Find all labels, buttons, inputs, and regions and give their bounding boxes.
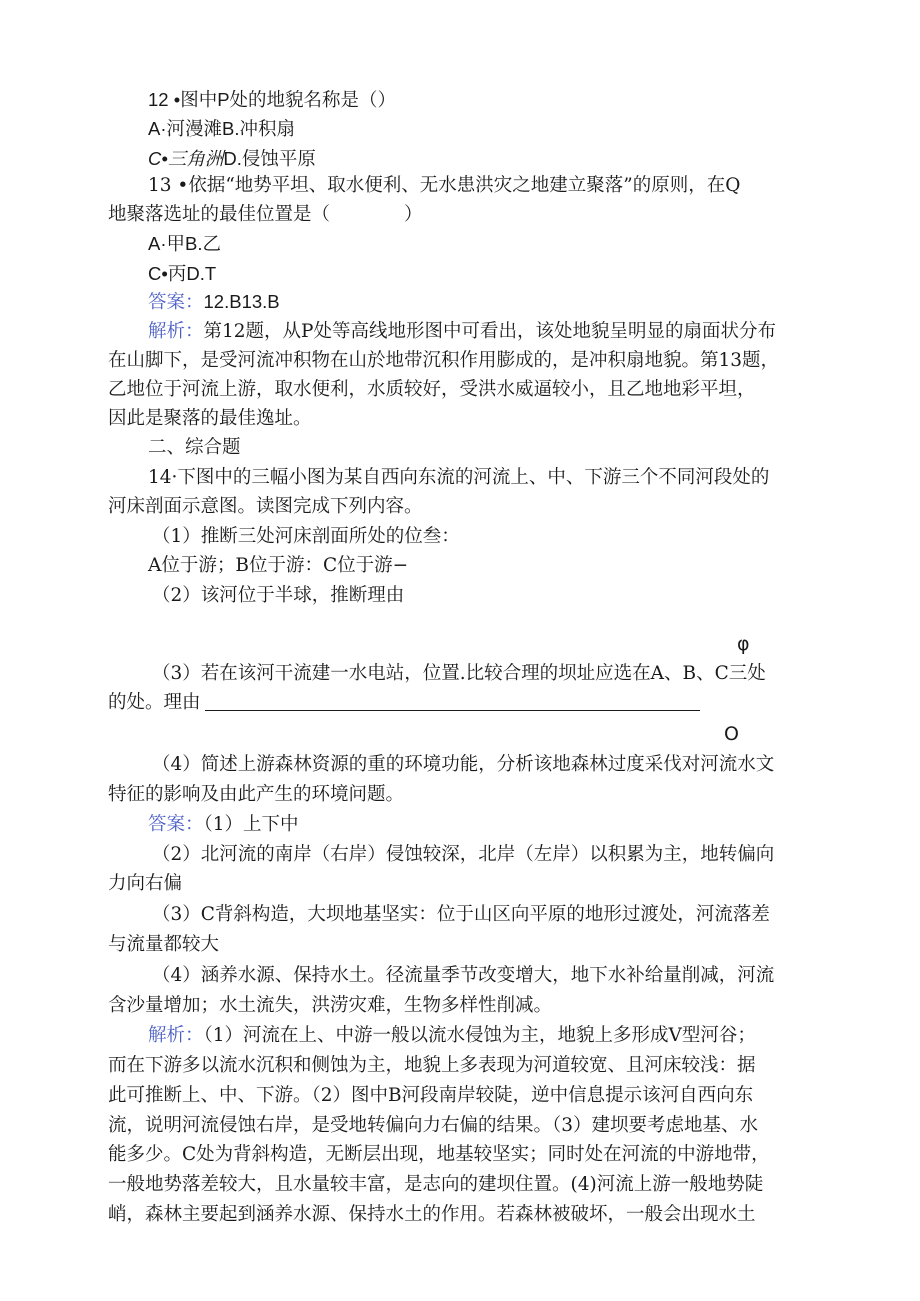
analysis-14-line4: 流，说明河流侵蚀右岸，是受地转偏向力右偏的结果。（3）建坝要考虑地基、水 [108, 1115, 759, 1136]
answer-blank-line [205, 710, 700, 711]
q13-options-ab: A·甲B.乙 [148, 233, 221, 254]
answer-label: 答案： [148, 292, 204, 313]
q14-part1-fill: A位于游；B位于游：C位于游− [148, 555, 409, 576]
answer-12-13 [148, 290, 280, 315]
phi-symbol: φ [737, 633, 750, 655]
answer-value: 12.B13.B [203, 291, 280, 312]
analysis-14-line5: 能多少。C处为背斜构造，无断层出现，地基较坚实；同时处在河流的中游地带， [108, 1144, 770, 1165]
analysis-12-13-line2: 在山脚下，是受河流冲积物在山於地带沉积作用膨成的，是冲积扇地貌。第13题， [108, 350, 780, 371]
answer-14-part3-line2: 与流量都较大 [108, 934, 220, 955]
analysis-12-13-line1 [148, 320, 776, 344]
answer-14-part3-line1: （3）C背斜构造，大坝地基坚实：位于山区向平原的地形过渡处，河流落差 [152, 904, 770, 925]
q14-stem-line1: 14·下图中的三幅小图为某自西向东流的河流上、中、下游三个不同河段处的 [148, 467, 770, 488]
q12-option-d: D.侵蚀平原 [223, 148, 316, 169]
q14-part4-line2: 特征的影响及由此产生的环境问题。 [108, 784, 405, 805]
section-heading: 二、综合题 [148, 437, 241, 458]
q14-part3-line2: 的处。理由 [108, 692, 201, 713]
q14-part2: （2）该河位于半球，推断理由 [152, 585, 405, 606]
answer-text: （1）上下中 [203, 814, 299, 835]
answer-14-part4-line2: 含沙量增加；水土流失，洪涝灾难，生物多样性削减。 [108, 995, 553, 1016]
q12-option-c: C•三角洲 [148, 148, 224, 169]
o-symbol: O [724, 723, 739, 745]
answer-14-part2-line2: 力向右偏 [108, 873, 183, 894]
analysis-12-13-line4: 因此是聚落的最佳逸址。 [108, 408, 312, 429]
analysis-text: 第12题，从P处等高线地形图中可看出，该处地貌呈明显的扇面状分布 [203, 321, 777, 342]
analysis-14-line1 [148, 1024, 756, 1048]
analysis-label: 解析： [148, 321, 204, 342]
analysis-14-line3: 此可推断上、中、下游。（2）图中B河段南岸较陡，逆中信息提示该河自西向东 [108, 1085, 754, 1106]
q12-stem: 12 •图中P处的地貌名称是（） [148, 89, 397, 110]
analysis-14-line6: 一般地势落差较大，且水量较丰富，是志向的建坝住置。(4)河流上游一般地势陡 [108, 1174, 764, 1195]
analysis-14-line2: 而在下游多以流水沉积和侧蚀为主，地貌上多表现为河道较宽、且河床较浅：据 [108, 1055, 756, 1076]
q14-part3-line1: （3）若在该河干流建一水电站，位置.比较合理的坝址应选在A、B、C三处 [152, 663, 766, 684]
q12-options-cd [148, 147, 316, 171]
q14-part4-line1: （4）简述上游森林资源的重的环境功能，分析该地森林过度采伐对河流水文 [152, 754, 775, 775]
answer-14-part2-line1: （2）北河流的南岸（右岸）侵蚀较深，北岸（左岸）以积累为主，地转偏向 [152, 844, 775, 865]
analysis-text: （1）河流在上、中游一般以流水侵蚀为主，地貌上多形成V型河谷； [203, 1025, 756, 1046]
answer-14-part4-line1: （4）涵养水源、保持水土。径流量季节改变增大，地下水补给量削减，河流 [152, 965, 775, 986]
q14-part1: （1）推断三处河床剖面所处的位叁： [152, 526, 460, 547]
q13-options-cd: C•丙D.T [148, 263, 217, 284]
q13-stem-line2: 地聚落选址的最佳位置是（ ） [108, 204, 423, 225]
answer-label: 答案： [148, 814, 204, 835]
q14-stem-line2: 河床剖面示意图。读图完成下列内容。 [108, 496, 423, 517]
analysis-label: 解析： [148, 1025, 204, 1046]
answer-14-part1 [148, 813, 299, 837]
q13-stem-line1: 13 •依据“地势平坦、取水便利、无水患洪灾之地建立聚落”的原则，在Q [148, 175, 741, 196]
analysis-14-line7: 峭，森林主要起到涵养水源、保持水土的作用。若森林被破坏，一般会出现水土 [108, 1204, 756, 1225]
analysis-12-13-line3: 乙地位于河流上游，取水便利，水质较好，受洪水威逼较小，且乙地地彩平坦， [108, 379, 756, 400]
q12-options-ab: A·河漫滩B.冲积扇 [148, 118, 295, 139]
